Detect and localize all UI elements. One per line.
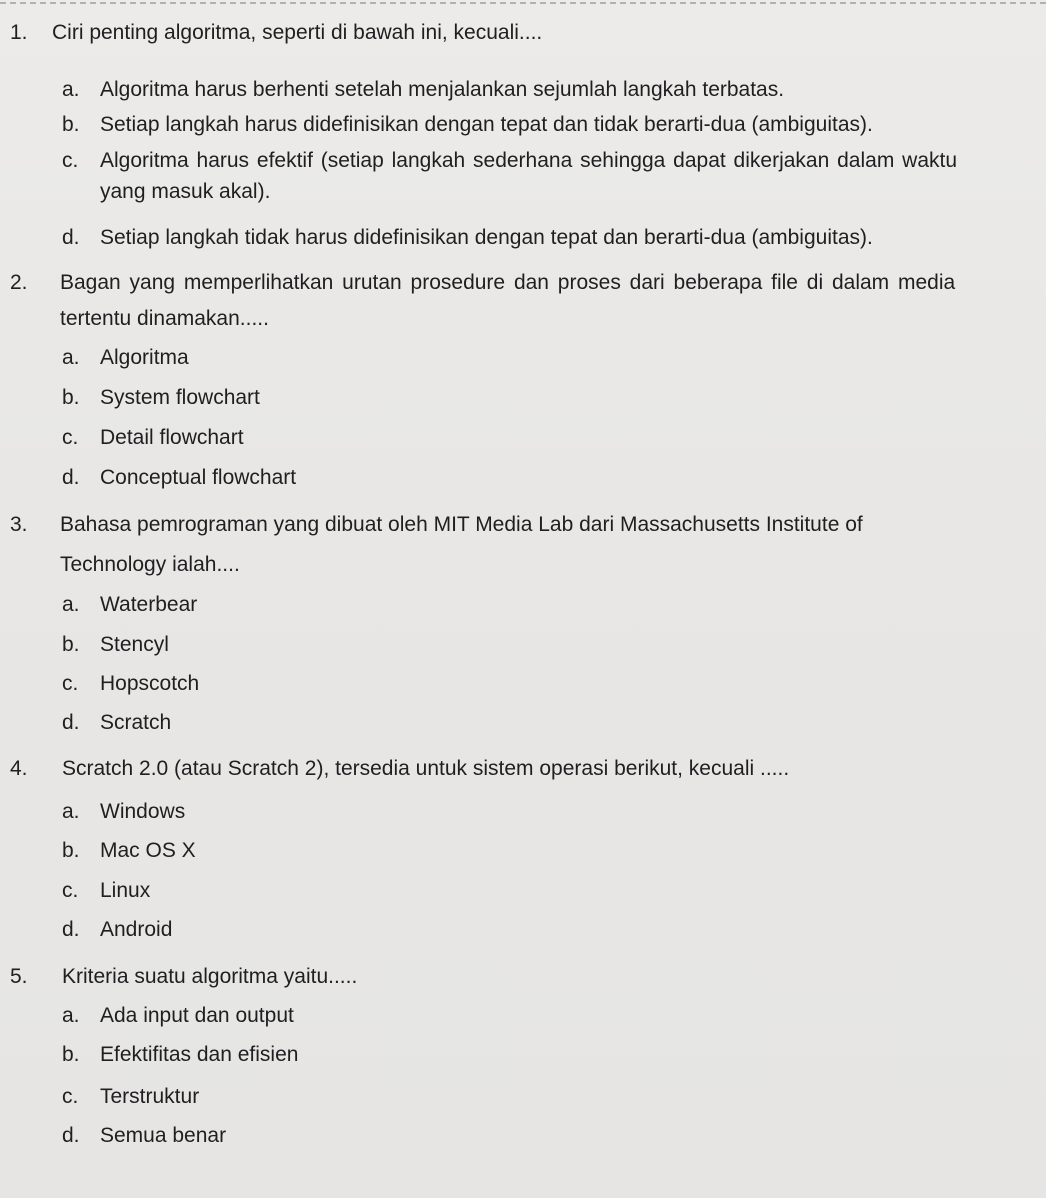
question-stem: Kriteria suatu algoritma yaitu.....: [62, 965, 358, 988]
option-text: Algoritma: [100, 346, 189, 369]
option-c-continuation: [100, 180, 270, 204]
option-text: Windows: [100, 800, 186, 823]
top-dashed-rule: [0, 2, 1046, 4]
option-d: [62, 711, 171, 735]
option-b: [62, 386, 260, 410]
question-stem-continuation: Technology ialah....: [60, 553, 240, 576]
option-letter: d.: [62, 1124, 80, 1147]
question-number: 3.: [10, 513, 28, 536]
option-letter: b.: [62, 839, 80, 862]
question-number: 4.: [10, 757, 28, 780]
option-c: [62, 879, 150, 903]
option-d: [62, 918, 172, 942]
option-text: yang masuk akal).: [100, 180, 271, 203]
option-letter: c.: [62, 672, 79, 695]
option-letter: c.: [62, 879, 79, 902]
option-letter: c.: [62, 426, 79, 449]
option-letter: d.: [62, 918, 80, 941]
option-letter: b.: [62, 633, 80, 656]
question-number: 1.: [10, 21, 28, 44]
option-letter: b.: [62, 113, 80, 136]
option-text: Setiap langkah tidak harus didefinisikan dengan tepat dan berarti-dua (ambiguitas).: [100, 226, 873, 249]
option-a: [62, 800, 185, 824]
option-text: Semua benar: [100, 1124, 227, 1147]
option-text: Stencyl: [100, 633, 169, 656]
option-d: [62, 226, 873, 250]
question-stem: Bahasa pemrograman yang dibuat oleh MIT Media Lab dari Massachusetts Institute of: [60, 513, 863, 536]
question-stem: Scratch 2.0 (atau Scratch 2), tersedia untuk sistem operasi berikut, kecuali .....: [62, 757, 790, 780]
option-text: Waterbear: [100, 593, 198, 616]
option-letter: b.: [62, 1043, 80, 1066]
option-text: Linux: [100, 879, 151, 902]
option-text: Efektifitas dan efisien: [100, 1043, 299, 1066]
option-letter: a.: [62, 800, 80, 823]
option-letter: d.: [62, 226, 80, 249]
option-a: [62, 1004, 294, 1028]
option-text: Conceptual flowchart: [100, 466, 297, 489]
question-number: 5.: [10, 965, 28, 988]
option-c: [62, 672, 199, 696]
option-c: [62, 149, 1042, 173]
option-text: Mac OS X: [100, 839, 196, 862]
option-a: [62, 346, 189, 370]
question-stem-continuation: tertentu dinamakan.....: [60, 307, 269, 330]
question-number: 2.: [10, 271, 28, 294]
option-text: System flowchart: [100, 386, 260, 409]
option-b: [62, 633, 169, 657]
option-letter: c.: [62, 1085, 79, 1108]
option-letter: a.: [62, 78, 80, 101]
option-text: Ada input dan output: [100, 1004, 294, 1027]
option-d: [62, 1124, 226, 1148]
option-letter: a.: [62, 593, 80, 616]
option-text: Terstruktur: [100, 1085, 200, 1108]
option-letter: b.: [62, 386, 80, 409]
option-c: [62, 426, 244, 450]
option-text: Hopscotch: [100, 672, 200, 695]
option-text: Android: [100, 918, 173, 941]
option-letter: d.: [62, 466, 80, 489]
option-letter: a.: [62, 346, 80, 369]
option-b: [62, 113, 873, 137]
option-a: [62, 78, 784, 102]
option-c: [62, 1085, 199, 1109]
option-letter: a.: [62, 1004, 80, 1027]
option-b: [62, 839, 196, 863]
option-text: Algoritma harus efektif (setiap langkah sederhana sehingga dapat dikerjakan dalam waktu: [100, 149, 958, 172]
option-text: Scratch: [100, 711, 172, 734]
question-stem: Ciri penting algoritma, seperti di bawah ini, kecuali....: [52, 21, 543, 44]
option-a: [62, 593, 197, 617]
option-text: Setiap langkah harus didefinisikan dengan tepat dan tidak berarti-dua (ambiguitas).: [100, 113, 873, 136]
option-text: Detail flowchart: [100, 426, 244, 449]
option-letter: c.: [62, 149, 79, 172]
option-b: [62, 1043, 298, 1067]
option-d: [62, 466, 296, 490]
question-stem: Bagan yang memperlihatkan urutan prosedure dan proses dari beberapa file di dalam media: [60, 271, 956, 294]
option-text: Algoritma harus berhenti setelah menjalankan sejumlah langkah terbatas.: [100, 78, 785, 101]
option-letter: d.: [62, 711, 80, 734]
